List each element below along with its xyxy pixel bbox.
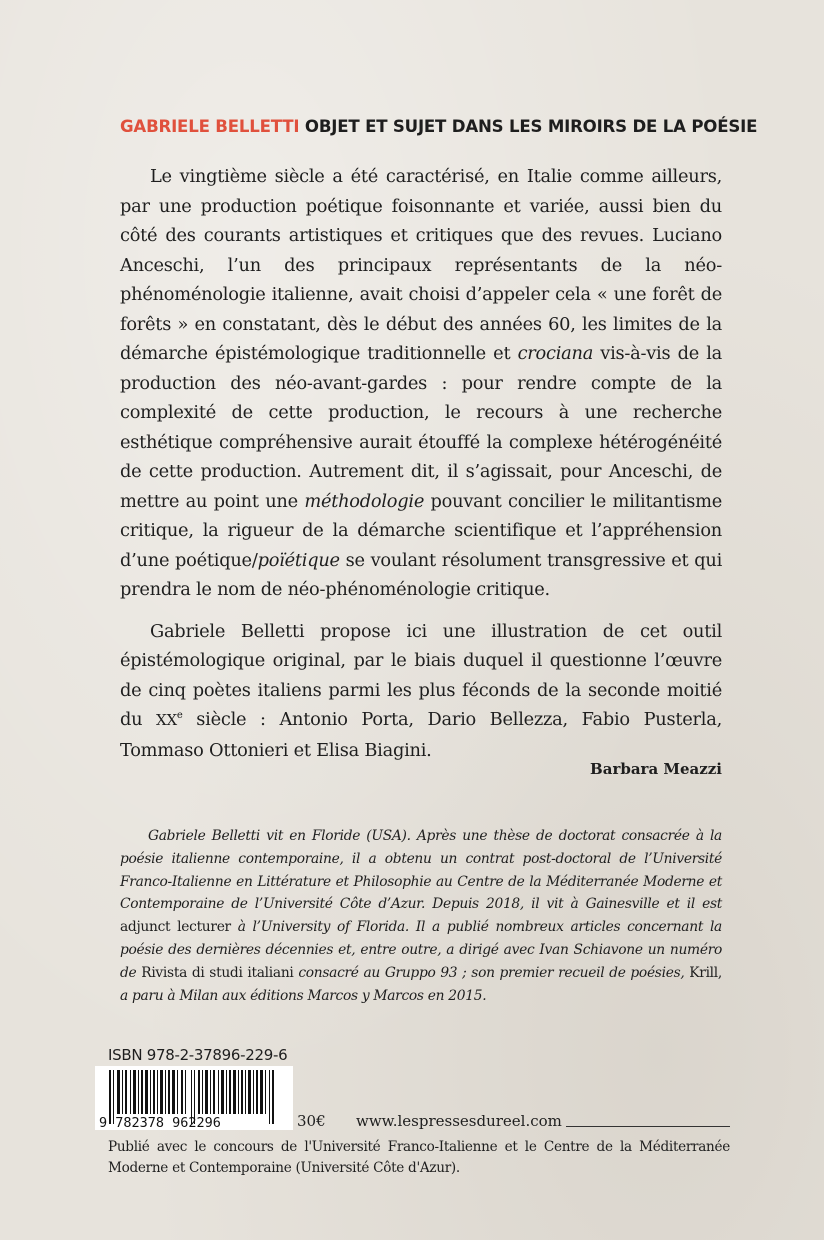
barcode <box>95 1066 293 1130</box>
summary-paragraph-2 <box>120 617 722 766</box>
book-title-line <box>120 117 760 136</box>
bio-krill: Krill, <box>689 964 722 981</box>
barcode-digits: 9 782378 962296 <box>99 1115 221 1130</box>
summary-p2-part-a: Gabriele Belletti propose ici une illustration de cet outil épistémologique original, par le biais duquel il questionne l’œuvre de cinq poètes italiens parmi les plus féconds de la seconde moitié du <box>120 620 722 730</box>
bio-part-a: Gabriele Belletti vit en Floride (USA). Après une thèse de doctorat consacrée à la poésie italienne contemporaine, il a obtenu un contrat post-doctoral de l’Université Franco-Italienne en Littérature et Philosophie au Centre de la Méditerranée Moderne et Contemporaine de l’Université Côte d’Azur. Depuis 2018, il vit à Gainesville et il est <box>120 828 722 913</box>
author-name: GABRIELE BELLETTI <box>120 117 300 136</box>
summary-italic-methodologie: méthodologie <box>304 490 425 512</box>
publisher-url[interactable]: www.lespressesdureel.com <box>356 1112 562 1130</box>
author-bio <box>120 825 722 1007</box>
bio-paragraph <box>120 825 722 1007</box>
summary-p2-part-b: siècle : Antonio Porta, Dario Bellezza, Fabio Pusterla, Tommaso Ottonieri et Elisa Biagini. <box>120 709 722 761</box>
barcode-icon <box>95 1066 293 1130</box>
summary-p1-part-d: se voulant résolument transgressive et qui prendra le nom de néo-phénoménologie critique. <box>120 549 723 600</box>
century-superscript: e <box>176 710 183 722</box>
summary-italic-crociana: crociana <box>517 343 594 364</box>
summary-text <box>120 162 722 765</box>
url-rule <box>566 1126 730 1127</box>
summary-p1-part-b: vis-à-vis de la production des néo-avant-gardes : pour rendre compte de la complexité de cette production, le recours à une recherche esthétique compréhensive aurait étouffé la complexe hétérogénéité de cette production. Autrement dit, il s’agissait, pour Anceschi, de mettre au point une <box>120 343 722 512</box>
summary-p1-part-a: Le vingtième siècle a été caractérisé, en Italie comme ailleurs, par une production poétique foisonnante et variée, aussi bien du côté des courants artistiques et critiques que des revues. Luciano Anceschi, l’un des principaux représentants de la néo-phénoménologie italienne, avait choisi d’appeler cela « une forêt de forêts » en constatant, dès le début des années 60, les limites de la démarche épistémologique traditionnelle et <box>120 166 722 364</box>
book-title: OBJET ET SUJET DANS LES MIROIRS DE LA POÉSIE <box>304 117 758 136</box>
price: 30€ <box>297 1112 326 1130</box>
isbn-label: ISBN 978-2-37896-229-6 <box>108 1046 288 1064</box>
signature: Barbara Meazzi <box>590 760 722 778</box>
summary-paragraph-1 <box>120 162 722 605</box>
summary-italic-poietique: poïétique <box>257 549 340 571</box>
publication-note: Publié avec le concours de l'Université Franco-Italienne et le Centre de la Méditerranée Moderne et Contemporaine (Université Côte d'Azur). <box>108 1139 730 1176</box>
bio-adjunct-lecturer: adjunct lecturer <box>120 919 231 936</box>
century-numeral: XX <box>156 711 177 729</box>
bio-part-d: a paru à Milan aux éditions Marcos y Marcos en 2015. <box>120 987 487 1004</box>
bio-part-b: à l’University of Florida. Il a publié nombreux articles concernant la poésie des dernières décennies et, entre outre, a dirigé avec Ivan Schiavone un numéro de <box>120 919 722 981</box>
summary-p1-part-c: pouvant concilier le militantisme critique, la rigueur de la démarche scientifique et l’appréhension d’une poétique/ <box>120 490 722 571</box>
bio-rivista: Rivista di studi italiani <box>141 964 294 981</box>
bio-part-c: consacré au Gruppo 93 ; son premier recueil de poésies, <box>293 964 690 981</box>
